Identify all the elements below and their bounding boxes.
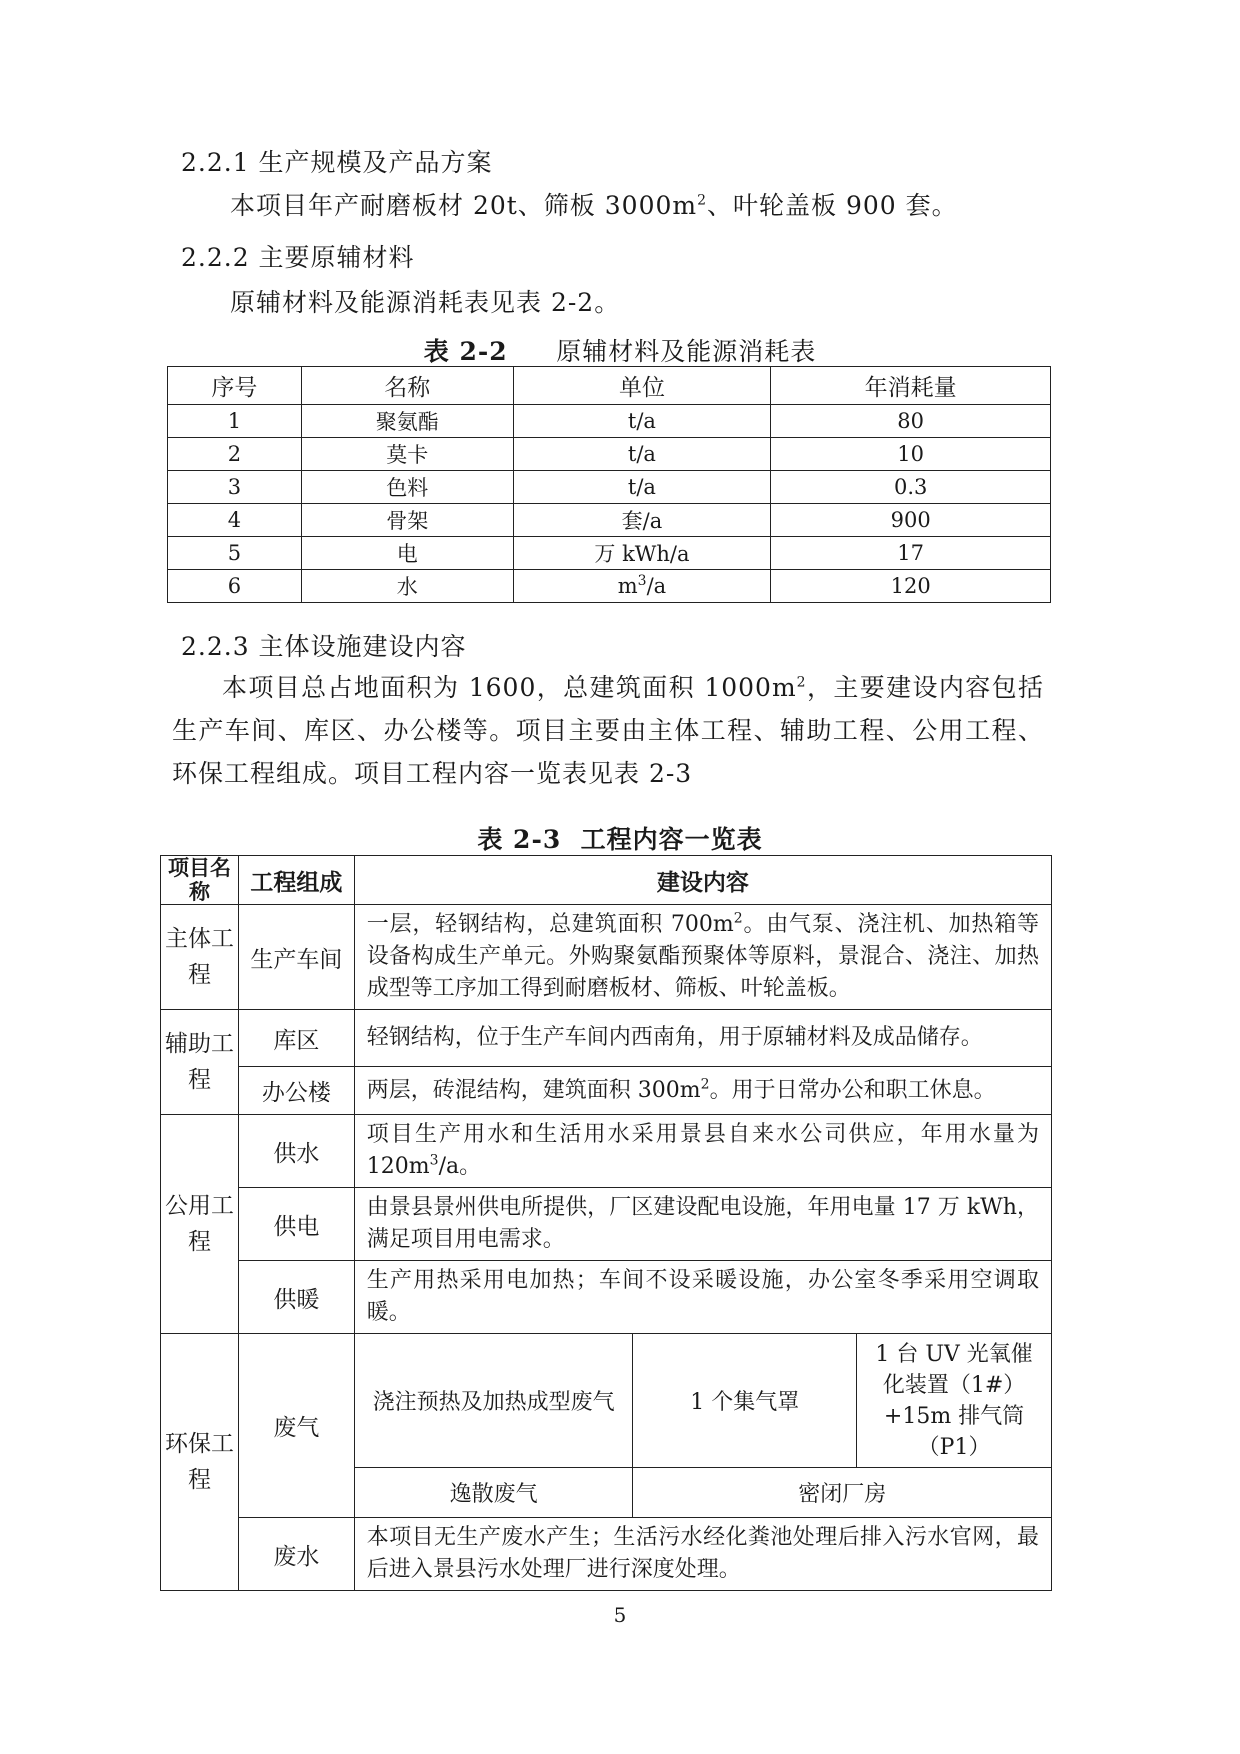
section-2-2-2-heading: 2.2.2 主要原辅材料 bbox=[181, 243, 415, 272]
cell-no: 5 bbox=[168, 537, 302, 570]
item-name-cell: 生产车间 bbox=[238, 905, 354, 1010]
column-header: 名称 bbox=[301, 367, 513, 405]
cell-name: 骨架 bbox=[301, 504, 513, 537]
item-name-cell: 办公楼 bbox=[238, 1067, 354, 1115]
content-cell: 由景县景州供电所提供，厂区建设配电设施，年用电量 17 万 kWh，满足项目用电需求。 bbox=[354, 1188, 1051, 1261]
cell-name: 水 bbox=[301, 570, 513, 603]
section-2-2-1-heading: 2.2.1 生产规模及产品方案 bbox=[181, 148, 493, 177]
cell-qty: 900 bbox=[771, 504, 1051, 537]
content-cell: 项目生产用水和生活用水采用景县自来水公司供应，年用水量为 $120m^3/a$。 bbox=[354, 1115, 1051, 1188]
column-header: 工程组成 bbox=[238, 856, 354, 905]
column-header: 项目名称 bbox=[161, 856, 239, 905]
collection-cell: 1 个集气罩 bbox=[633, 1334, 857, 1468]
table-row bbox=[161, 1261, 1052, 1334]
category-cell: 辅助工程 bbox=[161, 1010, 239, 1115]
table-row bbox=[168, 570, 1051, 603]
cell-name: 色料 bbox=[301, 471, 513, 504]
category-cell: 环保工程 bbox=[161, 1334, 239, 1591]
cell-unit: t/a bbox=[513, 471, 771, 504]
section-2-2-2-text: 原辅材料及能源消耗表见表 2-2。 bbox=[230, 288, 621, 317]
cell-qty: 120 bbox=[771, 570, 1051, 603]
cell-name: 莫卡 bbox=[301, 438, 513, 471]
emission-source-cell: 浇注预热及加热成型废气 bbox=[354, 1334, 633, 1468]
table-row bbox=[168, 504, 1051, 537]
table-row bbox=[161, 1188, 1052, 1261]
content-cell: 生产用热采用电加热；车间不设采暖设施，办公室冬季采用空调取暖。 bbox=[354, 1261, 1051, 1334]
table-2-3-caption: 表 2-3 工程内容一览表 bbox=[477, 825, 763, 854]
cell-unit: t/a bbox=[513, 438, 771, 471]
page-number: 5 bbox=[613, 1603, 627, 1627]
table-header-row bbox=[168, 367, 1051, 405]
table-row bbox=[168, 537, 1051, 570]
cell-no: 4 bbox=[168, 504, 302, 537]
content-cell: 轻钢结构，位于生产车间内西南角，用于原辅材料及成品储存。 bbox=[354, 1010, 1051, 1067]
table-row bbox=[161, 1115, 1052, 1188]
category-cell: 公用工程 bbox=[161, 1115, 239, 1334]
table-row bbox=[161, 1334, 1052, 1468]
table-row bbox=[161, 1067, 1052, 1115]
cell-unit: t/a bbox=[513, 405, 771, 438]
cell-no: 1 bbox=[168, 405, 302, 438]
cell-qty: 17 bbox=[771, 537, 1051, 570]
emission-source-cell: 逸散废气 bbox=[354, 1468, 633, 1518]
cell-name: 聚氨酯 bbox=[301, 405, 513, 438]
section-2-2-3-heading: 2.2.3 主体设施建设内容 bbox=[181, 632, 467, 661]
cell-qty: 80 bbox=[771, 405, 1051, 438]
table-2-2-caption: 表 2-2 原辅材料及能源消耗表 bbox=[423, 337, 817, 366]
table-2-2 bbox=[167, 366, 1051, 603]
content-cell: 两层，砖混结构，建筑面积 $300m^2$。用于日常办公和职工休息。 bbox=[354, 1067, 1051, 1115]
cell-unit: 万 kWh/a bbox=[513, 537, 771, 570]
table-row bbox=[161, 1010, 1052, 1067]
section-2-2-3-paragraph: 本项目总占地面积为 1600，总建筑面积 $1000m^2$，主要建设内容包括生产车间、库区、办公楼等。项目主要由主体工程、辅助工程、公用工程、环保工程组成。项目工程内容一览表见表 2-3 bbox=[172, 673, 1044, 788]
section-2-2-1-text: 本项目年产耐磨板材 20t、筛板 $3000m^2$、叶轮盖板 900 套。 bbox=[230, 191, 958, 220]
column-header: 年消耗量 bbox=[771, 367, 1051, 405]
column-header: 单位 bbox=[513, 367, 771, 405]
content-cell: 本项目无生产废水产生；生活污水经化粪池处理后排入污水官网，最后进入景县污水处理厂进行深度处理。 bbox=[354, 1518, 1051, 1591]
column-header: 序号 bbox=[168, 367, 302, 405]
item-name-cell: 废水 bbox=[238, 1518, 354, 1591]
treatment-cell: 1 台 UV 光氧催化装置（1#）+15m 排气筒（P1） bbox=[857, 1334, 1052, 1468]
table-row bbox=[168, 471, 1051, 504]
table-header-row bbox=[161, 856, 1052, 905]
cell-name: 电 bbox=[301, 537, 513, 570]
category-cell: 主体工程 bbox=[161, 905, 239, 1010]
table-row bbox=[168, 405, 1051, 438]
item-name-cell: 供水 bbox=[238, 1115, 354, 1188]
item-name-cell: 废气 bbox=[238, 1334, 354, 1518]
table-2-3 bbox=[160, 855, 1052, 1591]
cell-qty: 0.3 bbox=[771, 471, 1051, 504]
cell-no: 3 bbox=[168, 471, 302, 504]
table-row bbox=[161, 1518, 1052, 1591]
cell-unit: 套/a bbox=[513, 504, 771, 537]
cell-no: 2 bbox=[168, 438, 302, 471]
column-header: 建设内容 bbox=[354, 856, 1051, 905]
cell-qty: 10 bbox=[771, 438, 1051, 471]
treatment-cell: 密闭厂房 bbox=[633, 1468, 1052, 1518]
item-name-cell: 供电 bbox=[238, 1188, 354, 1261]
item-name-cell: 供暖 bbox=[238, 1261, 354, 1334]
table-row bbox=[161, 905, 1052, 1010]
content-cell: 一层，轻钢结构，总建筑面积 $700m^2$。由气泵、浇注机、加热箱等设备构成生产单元。外购聚氨酯预聚体等原料，景混合、浇注、加热成型等工序加工得到耐磨板材、筛板、叶轮盖板。 bbox=[354, 905, 1051, 1010]
cell-no: 6 bbox=[168, 570, 302, 603]
table-row bbox=[168, 438, 1051, 471]
cell-unit: $m^3/a$ bbox=[513, 570, 771, 603]
item-name-cell: 库区 bbox=[238, 1010, 354, 1067]
